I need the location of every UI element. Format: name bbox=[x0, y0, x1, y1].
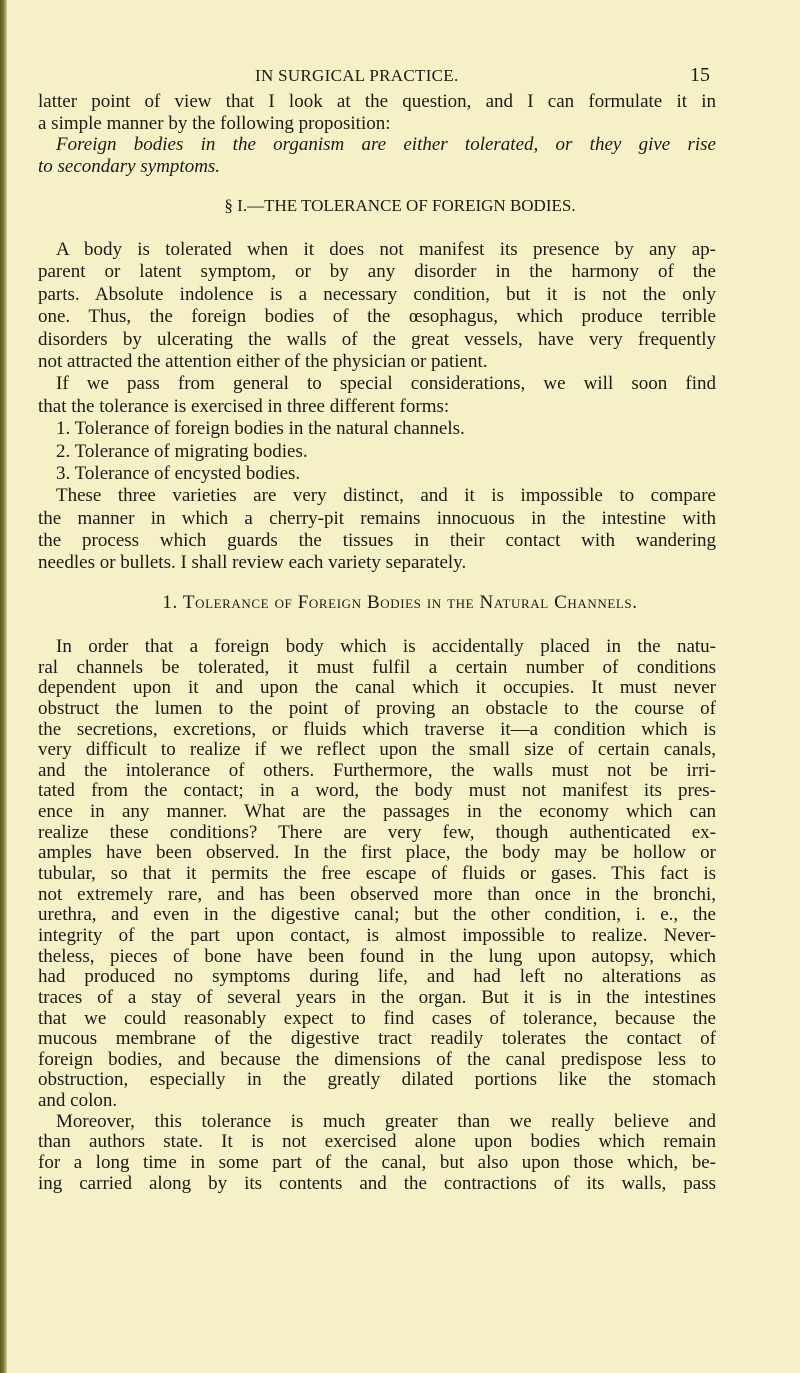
text-line: very difficult to realize if we reflect upon the small size of certain canals, bbox=[38, 739, 716, 761]
text-line: In order that a foreign body which is accidentally placed in the natu- bbox=[56, 636, 716, 657]
text-line: latter point of view that I look at the question, and I can formulate it in bbox=[38, 91, 716, 112]
text-line: to secondary symptoms. bbox=[38, 155, 221, 177]
text-line: that we could reasonably expect to find cases of tolerance, because the bbox=[38, 1007, 716, 1029]
subsection-heading: 1. Tolerance of Foreign Bodies in the Natural Channels. bbox=[162, 592, 638, 613]
subsection-body bbox=[38, 637, 716, 1194]
text-line: mucous membrane of the digestive tract readily tolerates the contact of bbox=[38, 1028, 716, 1050]
text-line: 3. Tolerance of encysted bodies. bbox=[56, 462, 301, 484]
text-line: ral channels be tolerated, it must fulfil a certain number of conditions bbox=[38, 656, 716, 678]
text-line: parent or latent symptom, or by any disorder in the harmony of the bbox=[38, 261, 716, 283]
section-heading: § I.—THE TOLERANCE OF FOREIGN BODIES. bbox=[224, 196, 576, 215]
text-line: needles or bullets. I shall review each variety separately. bbox=[38, 552, 467, 574]
text-line: 1. Tolerance of foreign bodies in the natural channels. bbox=[56, 418, 465, 440]
running-title: IN SURGICAL PRACTICE. bbox=[255, 66, 459, 85]
text-line: parts. Absolute indolence is a necessary condition, but it is not the only bbox=[38, 283, 716, 305]
text-line: obstruct the lumen to the point of proving an obstacle to the course of bbox=[38, 697, 716, 719]
text-line: that the tolerance is exercised in three different forms: bbox=[38, 395, 450, 417]
text-line: one. Thus, the foreign bodies of the œsophagus, which produce terrible bbox=[38, 306, 716, 328]
text-line: theless, pieces of bone have been found in the lung upon autopsy, which bbox=[38, 945, 716, 967]
text-line: the process which guards the tissues in their contact with wandering bbox=[38, 530, 716, 552]
text-line: ence in any manner. What are the passages in the economy which can bbox=[38, 801, 716, 823]
text-line: urethra, and even in the digestive canal; but the other condition, i. e., the bbox=[38, 904, 716, 926]
intro-paragraph bbox=[38, 91, 716, 134]
text-line: for a long time in some part of the canal, but also upon those which, be- bbox=[38, 1152, 716, 1174]
text-line: the manner in which a cherry-pit remains innocuous in the intestine with bbox=[38, 507, 716, 529]
text-line: integrity of the part upon contact, is almost impossible to realize. Never- bbox=[38, 924, 716, 946]
text-line: dependent upon it and upon the canal which it occupies. It must never bbox=[38, 677, 716, 699]
proposition bbox=[38, 134, 716, 177]
text-line: foreign bodies, and because the dimensions of the canal predispose less to bbox=[38, 1048, 716, 1070]
text-line: not extremely rare, and has been observed more than once in the bronchi, bbox=[38, 883, 716, 905]
text-line: realize these conditions? There are very few, though authenticated ex- bbox=[38, 821, 716, 843]
text-line: than authors state. It is not exercised alone upon bodies which remain bbox=[38, 1131, 716, 1153]
text-line: and colon. bbox=[38, 1090, 118, 1112]
text-line: had produced no symptoms during life, and had left no alterations as bbox=[38, 966, 716, 988]
text-line: traces of a stay of several years in the organ. But it is in the intestines bbox=[38, 986, 716, 1008]
text-line: amples have been observed. In the first place, the body may be hollow or bbox=[38, 842, 716, 864]
text-line: and the intolerance of others. Furthermore, the walls must not be irri- bbox=[38, 759, 716, 781]
section-body bbox=[38, 239, 716, 575]
text-line: disorders by ulcerating the walls of the great vessels, have very frequently bbox=[38, 328, 716, 350]
text-line: Moreover, this tolerance is much greater than we really believe and bbox=[56, 1110, 716, 1132]
text-line: a simple manner by the following proposition: bbox=[38, 112, 391, 134]
text-line: These three varieties are very distinct, and it is impossible to compare bbox=[56, 485, 716, 507]
text-line: If we pass from general to special considerations, we will soon find bbox=[56, 373, 716, 395]
page-number: 15 bbox=[690, 64, 710, 86]
text-line: 2. Tolerance of migrating bodies. bbox=[56, 440, 308, 462]
text-line: not attracted the attention either of the physician or patient. bbox=[38, 350, 488, 372]
text-line: ing carried along by its contents and the contractions of its walls, pass bbox=[38, 1172, 716, 1194]
text-line: A body is tolerated when it does not manifest its presence by any ap- bbox=[56, 239, 716, 260]
text-line: tated from the contact; in a word, the body must not manifest its pres- bbox=[38, 780, 716, 802]
text-line: tubular, so that it permits the free escape of fluids or gases. This fact is bbox=[38, 863, 716, 885]
text-line: the secretions, excretions, or fluids which traverse it—a condition which is bbox=[38, 718, 716, 740]
text-line: Foreign bodies in the organism are either tolerated, or they give rise bbox=[56, 134, 716, 155]
text-line: obstruction, especially in the greatly dilated portions like the stomach bbox=[38, 1069, 716, 1091]
